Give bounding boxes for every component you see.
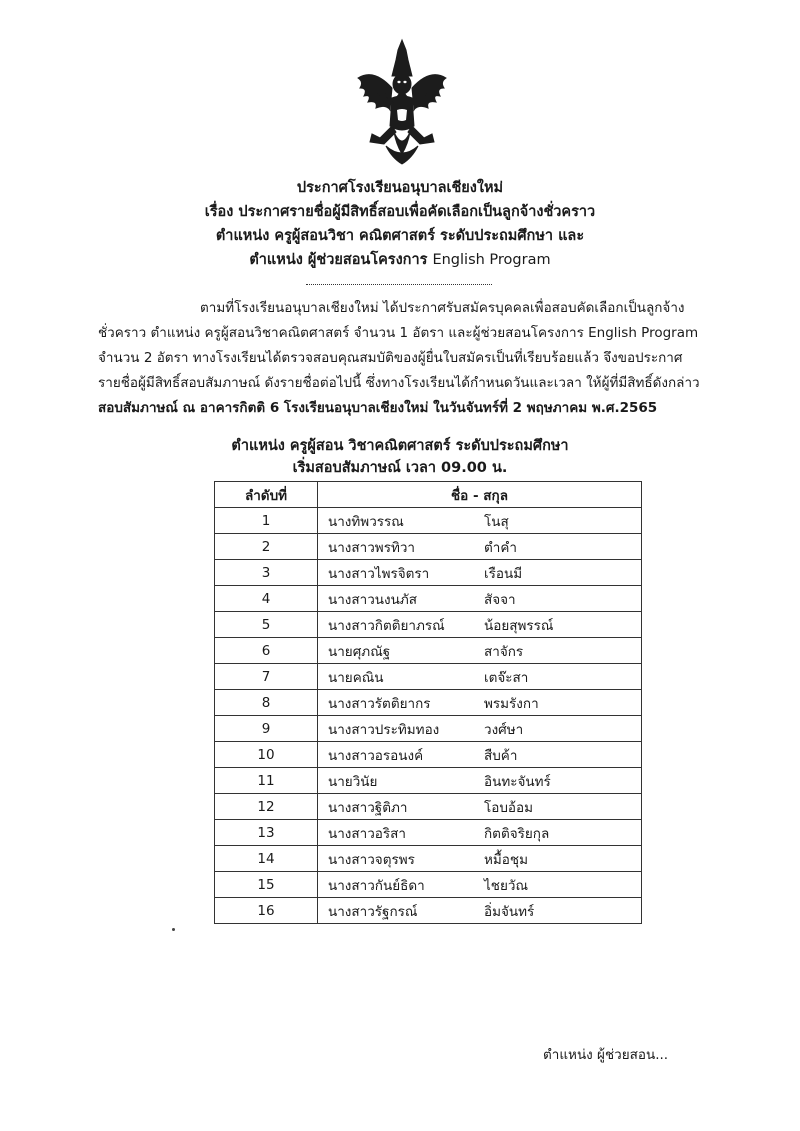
row-order-number: 11 bbox=[215, 768, 318, 794]
last-name: สืบค้า bbox=[484, 747, 518, 764]
body-paragraph-line-5: สอบสัมภาษณ์ ณ อาคารกิตติ 6 โรงเรียนอนุบาลเชียงใหม่ ในวันจันทร์ที่ 2 พฤษภาคม พ.ศ.2565 bbox=[98, 400, 658, 416]
table-row bbox=[215, 560, 642, 586]
row-order-number: 5 bbox=[215, 612, 318, 638]
table-row bbox=[215, 534, 642, 560]
announcement-subject: เรื่อง ประกาศรายชื่อผู้มีสิทธิ์สอบเพื่อคัดเลือกเป็นลูกจ้างชั่วคราว bbox=[204, 204, 596, 220]
row-full-name bbox=[318, 638, 642, 664]
candidate-table bbox=[214, 481, 642, 924]
table-row bbox=[215, 716, 642, 742]
first-name: นางสาวนงนภัส bbox=[328, 591, 417, 608]
table-row bbox=[215, 872, 642, 898]
table-row bbox=[215, 638, 642, 664]
table-row bbox=[215, 742, 642, 768]
row-full-name bbox=[318, 872, 642, 898]
row-order-number: 15 bbox=[215, 872, 318, 898]
row-full-name bbox=[318, 820, 642, 846]
table-row bbox=[215, 768, 642, 794]
first-name: นางสาวประทิมทอง bbox=[328, 721, 440, 738]
last-name: หมื้อชุม bbox=[484, 851, 528, 868]
last-name: ตำคำ bbox=[484, 539, 517, 556]
table-row bbox=[215, 690, 642, 716]
last-name: พรมรังกา bbox=[484, 695, 539, 712]
row-order-number: 13 bbox=[215, 820, 318, 846]
body-paragraph-line-1: ตามที่โรงเรียนอนุบาลเชียงใหม่ ได้ประกาศรับสมัครบุคคลเพื่อสอบคัดเลือกเป็นลูกจ้าง bbox=[200, 300, 685, 316]
continued-note: ตำแหน่ง ผู้ช่วยสอน... bbox=[543, 1047, 669, 1063]
table-header-row bbox=[215, 482, 642, 508]
row-full-name bbox=[318, 794, 642, 820]
row-full-name bbox=[318, 560, 642, 586]
first-name: นางทิพวรรณ bbox=[328, 513, 404, 530]
position-2-program: English Program bbox=[432, 252, 551, 268]
row-order-number: 12 bbox=[215, 794, 318, 820]
first-name: นางสาวกิตติยาภรณ์ bbox=[328, 617, 445, 634]
last-name: กิตติจริยกุล bbox=[484, 825, 550, 842]
row-order-number: 7 bbox=[215, 664, 318, 690]
column-header-name: ชื่อ - สกุล bbox=[318, 482, 642, 508]
table-row bbox=[215, 612, 642, 638]
last-name: อินทะจันทร์ bbox=[484, 773, 551, 790]
row-order-number: 1 bbox=[215, 508, 318, 534]
row-full-name bbox=[318, 690, 642, 716]
announcement-position-2 bbox=[0, 248, 800, 272]
first-name: นางสาวรัตติยากร bbox=[328, 695, 431, 712]
interview-time: เริ่มสอบสัมภาษณ์ เวลา 09.00 น. bbox=[292, 460, 508, 476]
row-order-number: 14 bbox=[215, 846, 318, 872]
first-name: นางสาวไพรจิตรา bbox=[328, 565, 430, 582]
table-row bbox=[215, 586, 642, 612]
table-row bbox=[215, 508, 642, 534]
section-title: ตำแหน่ง ครูผู้สอน วิชาคณิตศาสตร์ ระดับประถมศึกษา bbox=[231, 438, 569, 454]
last-name: วงศ์ษา bbox=[484, 721, 524, 738]
first-name: นางสาวอริสา bbox=[328, 825, 406, 842]
row-order-number: 4 bbox=[215, 586, 318, 612]
first-name: นายคณิน bbox=[328, 669, 384, 686]
first-name: นางสาวรัฐกรณ์ bbox=[328, 903, 418, 920]
body-paragraph-line-3: จำนวน 2 อัตรา ทางโรงเรียนได้ตรวจสอบคุณสมบัติของผู้ยื่นใบสมัครเป็นที่เรียบร้อยแล้ว จึงขอประกาศ bbox=[98, 350, 683, 366]
row-full-name bbox=[318, 612, 642, 638]
row-full-name bbox=[318, 534, 642, 560]
dotted-divider bbox=[306, 284, 492, 285]
garuda-emblem-icon bbox=[350, 38, 454, 168]
row-full-name bbox=[318, 768, 642, 794]
column-header-order: ลำดับที่ bbox=[215, 482, 318, 508]
table-row bbox=[215, 820, 642, 846]
table-row bbox=[215, 664, 642, 690]
last-name: เตจ๊ะสา bbox=[484, 669, 529, 686]
table-row bbox=[215, 898, 642, 924]
row-full-name bbox=[318, 586, 642, 612]
last-name: อิ่มจันทร์ bbox=[484, 903, 535, 920]
scan-speck bbox=[172, 928, 175, 931]
last-name: โนสุ bbox=[484, 513, 509, 530]
row-order-number: 10 bbox=[215, 742, 318, 768]
last-name: เรือนมี bbox=[484, 565, 523, 582]
table-row bbox=[215, 794, 642, 820]
first-name: นางสาวอรอนงค์ bbox=[328, 747, 424, 764]
row-order-number: 2 bbox=[215, 534, 318, 560]
row-full-name bbox=[318, 508, 642, 534]
announcement-title: ประกาศโรงเรียนอนุบาลเชียงใหม่ bbox=[296, 180, 504, 196]
row-full-name bbox=[318, 742, 642, 768]
body-paragraph-line-2: ชั่วคราว ตำแหน่ง ครูผู้สอนวิชาคณิตศาสตร์ จำนวน 1 อัตรา และผู้ช่วยสอนโครงการ English Program bbox=[98, 325, 699, 341]
table-row bbox=[215, 846, 642, 872]
last-name: สัจจา bbox=[484, 591, 516, 608]
first-name: นางสาวพรทิวา bbox=[328, 539, 416, 556]
row-order-number: 9 bbox=[215, 716, 318, 742]
row-full-name bbox=[318, 716, 642, 742]
first-name: นายวินัย bbox=[328, 773, 378, 790]
row-order-number: 3 bbox=[215, 560, 318, 586]
last-name: น้อยสุพรรณ์ bbox=[484, 617, 554, 634]
row-full-name bbox=[318, 846, 642, 872]
last-name: โอบอ้อม bbox=[484, 799, 534, 816]
row-order-number: 16 bbox=[215, 898, 318, 924]
row-full-name bbox=[318, 898, 642, 924]
body-paragraph-line-4: รายชื่อผู้มีสิทธิ์สอบสัมภาษณ์ ดังรายชื่อต่อไปนี้ ซึ่งทางโรงเรียนได้กำหนดวันและเวลา ให้ผู้ที่มีสิทธิ์ดังกล่าว bbox=[98, 375, 700, 391]
first-name: นางสาวจตุรพร bbox=[328, 851, 415, 868]
first-name: นางสาวฐิติภา bbox=[328, 799, 408, 816]
announcement-position-1: ตำแหน่ง ครูผู้สอนวิชา คณิตศาสตร์ ระดับประถมศึกษา และ bbox=[215, 228, 585, 244]
first-name: นายศุภณัฐ bbox=[328, 643, 391, 660]
row-full-name bbox=[318, 664, 642, 690]
position-2-label: ตำแหน่ง ผู้ช่วยสอนโครงการ bbox=[249, 252, 428, 268]
row-order-number: 6 bbox=[215, 638, 318, 664]
last-name: ไชยวัณ bbox=[484, 877, 528, 894]
last-name: สาจักร bbox=[484, 643, 524, 660]
row-order-number: 8 bbox=[215, 690, 318, 716]
first-name: นางสาวกันย์ธิดา bbox=[328, 877, 425, 894]
